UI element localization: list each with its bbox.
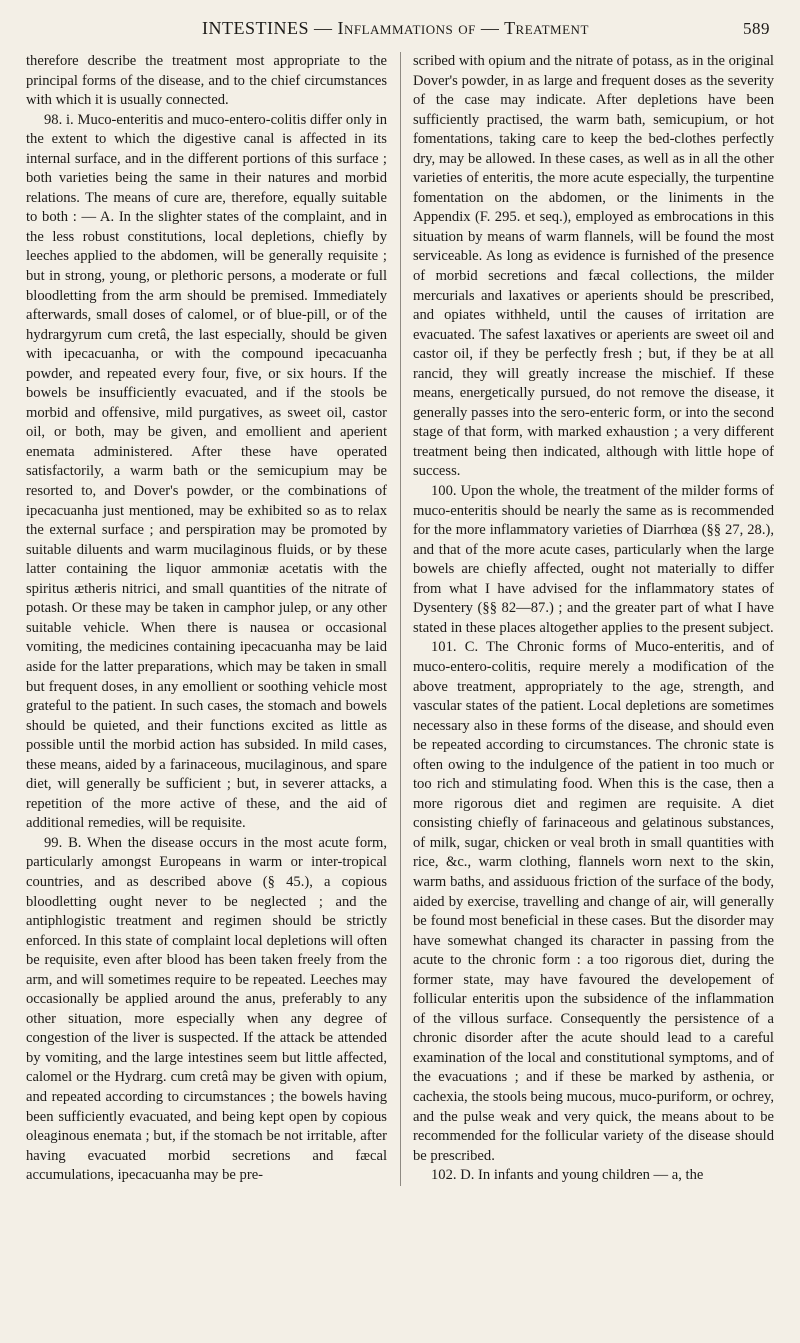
paragraph-continuation: therefore describe the treatment most appropriate to the principal forms of the disease, and to the chief circumstances with which it is usually connected. — [26, 53, 387, 109]
running-header — [202, 18, 770, 44]
right-column — [413, 52, 774, 1186]
paragraph-99-continued: scribed with opium and the nitrate of potass, as in the original Dover's powder, in as large and frequent doses as the severity of the case may indicate. After depletions have been sufficiently practised, the warm bath, semicupium, or hot fomentations, taking care to keep the bed-clothes perfectly dry, may be allowed. In these cases, as well as in all the other varieties of enteritis, the more acute especially, the turpentine fomentation on the abdomen, or the liniments in the Appendix (F. 295. et seq.), employed as embrocations in this situation by means of warm flannels, will be found the most serviceable. As long as evidence is furnished of the presence of morbid secretions and fæcal collections, the milder mercurials and laxatives or aperients should be prescribed, and opiates withheld, until the causes of irritation are evacuated. The safest laxatives or aperients are sweet oil and castor oil, if they be perfectly fresh ; but, if they be at all rancid, they will greatly increase the mischief. If these means, energetically pursued, do not remove the disease, it generally passes into the sero-enteric form, or into the second stage of that form, with marked exhaustion ; a very different treatment being then indicated, although with little hope of success. — [413, 53, 774, 480]
paragraph-102: 102. D. In infants and young children — a, the — [431, 1167, 704, 1184]
paragraph-99: 99. B. When the disease occurs in the most acute form, particularly amongst Europeans in warm or inter-tropical countries, and as described above (§ 45.), a copious bloodletting ought never to be neglected ; and the antiphlogistic treatment and regimen should be strictly enforced. In this state of complaint local depletions will often be requisite, even after blood has been taken freely from the arm, and will sometimes require to be repeated. Leeches may occasionally be applied around the anus, preferably to any other situation, more especially when any degree of congestion of the liver is suspected. If the attack be attended by vomiting, and the large intestines seem but little affected, calomel or the Hydrarg. cum cretâ may be given with opium, and repeated according to circumstances ; the bowels having been sufficiently evacuated, and being kept open by copious oleaginous enemata ; but, if the stomach be not irritable, after having evacuated morbid secretions and fæcal accumulations, ipecacuanha may be pre- — [26, 834, 387, 1184]
paragraph-100: 100. Upon the whole, the treatment of the milder forms of muco-enteritis should be nearly the same as is recommended for the more inflammatory varieties of Diarrhœa (§§ 27, 28.), and that of the more acute cases, particularly when the large bowels are chiefly affected, ought not materially to differ from what I have advised for the inflammatory states of Dysentery (§§ 82—87.) ; and the greater part of what I have stated in these places altogether applies to the present subject. — [413, 483, 774, 636]
text-columns — [26, 52, 774, 1186]
paragraph-101: 101. C. The Chronic forms of Muco-enteritis, and of muco-entero-colitis, require merely a modification of the above treatment, appropriately to the age, strength, and vascular states of the patient. Local depletions are sometimes necessary also in these forms of the disease, and should even be repeated according to circumstances. The chronic state is often owing to the indulgence of the patient in too much or too rich and stimulating food. When this is the case, then a more rigorous diet and regimen are requisite. A diet consisting chiefly of farinaceous and gelatinous substances, of milk, sugar, chicken or veal broth in small quantities with rice, &c., warm clothing, flannels worn next to the skin, warm baths, and assiduous friction of the surface of the body, aided by exercise, travelling and change of air, will generally be found most beneficial in these cases. But the disorder may have somewhat changed its character in passing from the acute to the chronic form : a too rigorous diet, during the former state, may have favoured the developement of follicular enteritis upon the subsidence of the inflammation of the villous surface. Consequently the persistence of a chronic disorder after the acute should lead to a careful examination of the local and constitutional symptoms, and of the evacuations ; and if these be marked by asthenia, or cachexia, the stools being mucous, muco-puriform, or ochrey, and the pulse weak and very quick, the means about to be recommended for the follicular variety of the disease should be prescribed. — [413, 639, 774, 1164]
running-title: INTESTINES — Inflammations of — Treatment — [202, 18, 589, 38]
paragraph-98: 98. i. Muco-enteritis and muco-entero-colitis differ only in the extent to which the digestive canal is affected in its internal surface, and in the different portions of this surface ; both varieties being the same in their natures and morbid relations. The means of cure are, therefore, equally suitable to both : — A. In the slighter states of the complaint, and in the less robust constitutions, local depletions, chiefly by leeches applied to the abdomen, will be generally requisite ; but in strong, young, or plethoric persons, a moderate or full bloodletting from the arm should be premised. Immediately afterwards, small doses of calomel, or of blue-pill, or of the hydrargyrum cum cretâ, the last especially, should be given with ipecacuanha, or with the compound ipecacuanha powder, and repeated every four, five, or six hours. If the bowels be insufficiently evacuated, and if the stools be morbid and offensive, mild purgatives, as sweet oil, castor oil, or both, may be given, and emollient and aperient enemata administered. After these have operated satisfactorily, a warm bath or the semicupium may be resorted to, and Dover's powder, or the combinations of ipecacuanha just mentioned, may be exhibited so as to relax the external surface ; and perspiration may be promoted by suitable diluents and warm mucilaginous fluids, or by these latter containing the liquor ammoniæ acetatis with the spiritus ætheris nitrici, and small quantities of the nitrate of potash. Or these may be taken in camphor julep, or any other suitable vehicle. When there is nausea or occasional vomiting, the medicines containing ipecacuanha may be laid aside for the latter preparations, which may be taken in small but frequent doses, in any emollient or soothing vehicle most grateful to the patient. In such cases, the stomach and bowels should be quieted, and their functions excited as little as possible until the morbid action has subsided. In mild cases, these means, aided by a farinaceous, mucilaginous, and spare diet, will generally be sufficient ; but, in severer attacks, a repetition of the more active of these, and the aid of additional remedies, will be requisite. — [26, 111, 387, 832]
page-number: 589 — [743, 19, 770, 38]
left-column — [26, 52, 387, 1186]
column-rule — [400, 52, 401, 1186]
